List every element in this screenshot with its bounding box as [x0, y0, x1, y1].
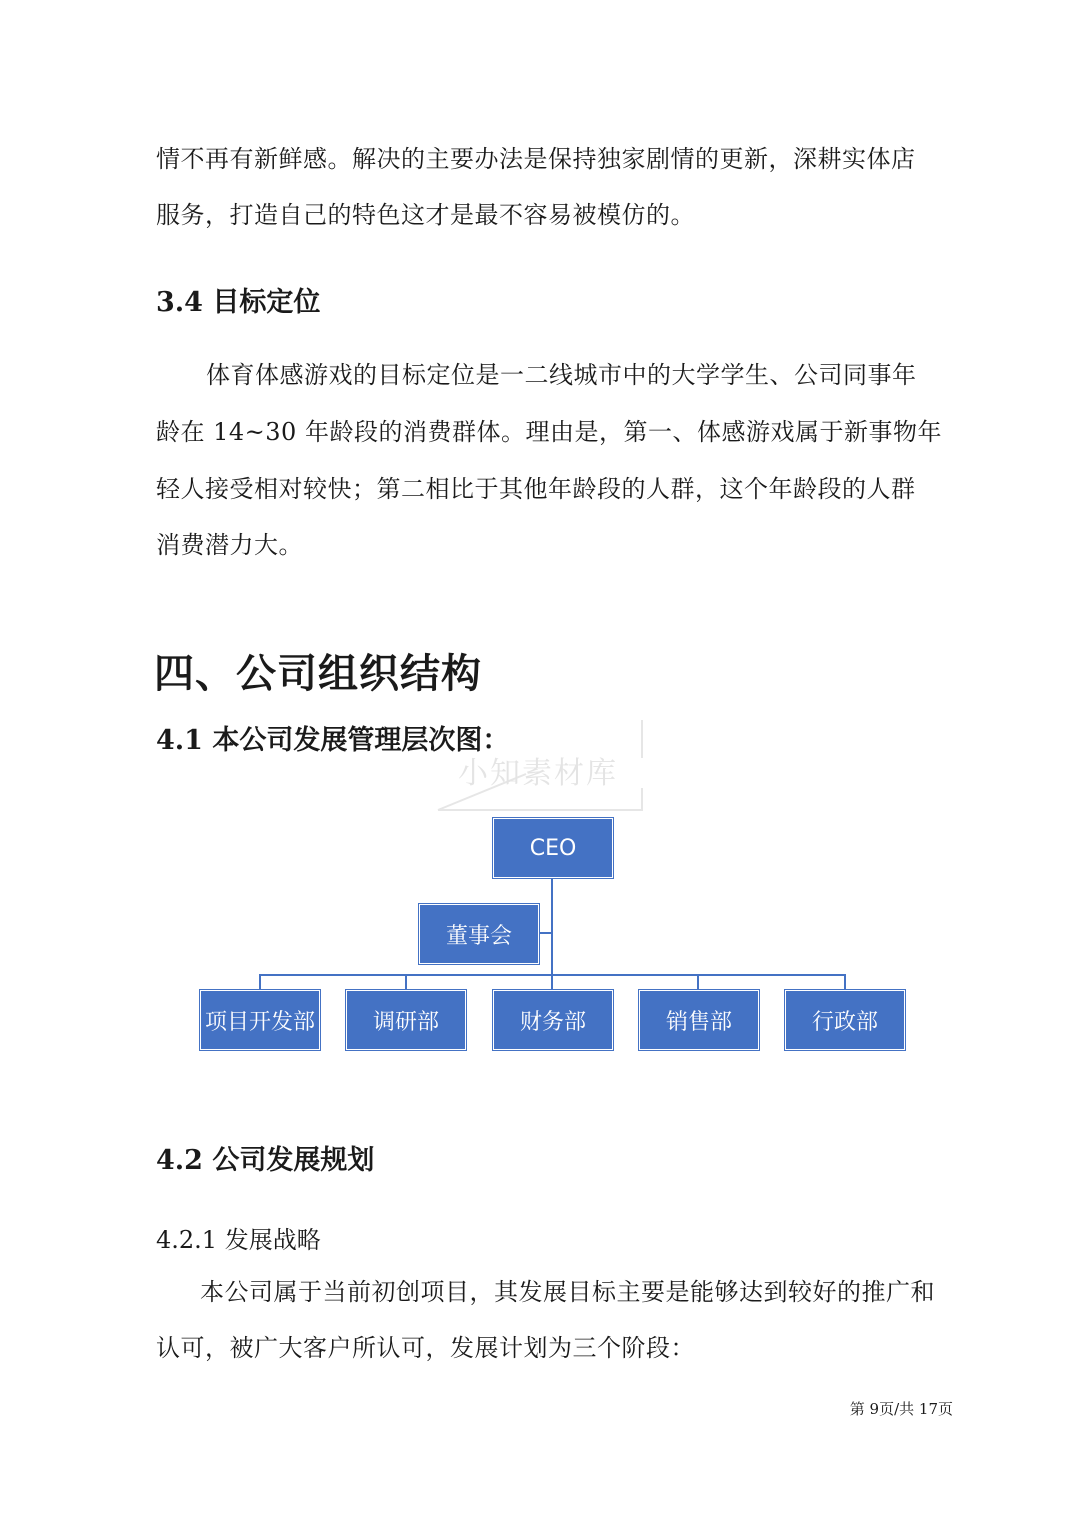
org-box-dept-project-dev: 项目开发部: [200, 990, 320, 1050]
dept-drop-connector-1: [259, 974, 261, 990]
section-3-4-para-line-1: 体育体感游戏的目标定位是一二线城市中的大学学生、公司同事年: [206, 361, 917, 389]
org-box-dept-sales: 销售部: [639, 990, 759, 1050]
dept-drop-connector-5: [844, 974, 846, 990]
section-4-2-heading: 4.2 公司发展规划: [156, 1145, 375, 1176]
org-box-dept-research: 调研部: [346, 990, 466, 1050]
section-3-4-para-line-3: 轻人接受相对较快；第二相比于其他年龄段的人群，这个年龄段的人群: [156, 475, 916, 503]
dept-drop-connector-3: [551, 974, 553, 990]
section-3-4-para-line-2: 龄在 14~30 年龄段的消费群体。理由是，第一、体感游戏属于新事物年: [156, 418, 942, 446]
org-box-ceo: CEO: [493, 818, 613, 878]
intro-line-2: 服务，打造自己的特色这才是最不容易被模仿的。: [156, 201, 695, 229]
intro-line-1: 情不再有新鲜感。解决的主要办法是保持独家剧情的更新，深耕实体店: [156, 145, 916, 173]
ceo-trunk-connector: [551, 876, 553, 976]
section-3-4-heading: 3.4 目标定位: [156, 287, 321, 318]
org-box-dept-admin: 行政部: [785, 990, 905, 1050]
section-3-4-para-line-4: 消费潜力大。: [156, 531, 303, 559]
section-4-1-heading: 4.1 本公司发展管理层次图：: [156, 725, 510, 756]
section-4-2-1-heading: 4.2.1 发展战略: [156, 1226, 321, 1254]
org-box-dept-finance: 财务部: [493, 990, 613, 1050]
org-box-board: 董事会: [419, 904, 539, 964]
page-number-footer: 第 9页/共 17页: [849, 1400, 953, 1418]
section-4-2-para-line-1: 本公司属于当前初创项目，其发展目标主要是能够达到较好的推广和: [200, 1278, 935, 1306]
dept-drop-connector-2: [405, 974, 407, 990]
section-4-2-para-line-2: 认可，被广大客户所认可，发展计划为三个阶段：: [156, 1334, 695, 1362]
board-connector: [538, 932, 552, 934]
watermark-text: 小知素材库: [458, 756, 618, 791]
chapter-4-title: 四、公司组织结构: [154, 651, 482, 697]
dept-drop-connector-4: [697, 974, 699, 990]
